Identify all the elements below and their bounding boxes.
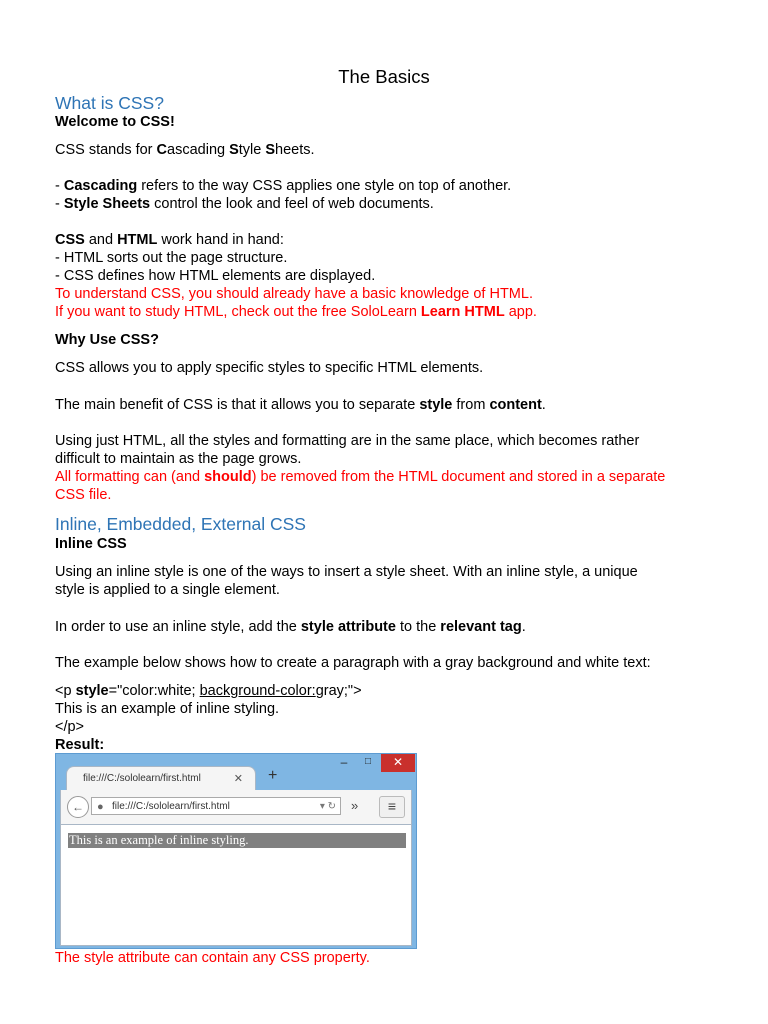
heading-what-is-css: What is CSS? [55,93,164,113]
bold-term: style [419,397,453,413]
bullet-style-sheets [55,195,434,213]
para-using-inline-1: Using an inline style is one of the ways to insert a style sheet. With an inline style, a unique [55,564,638,580]
new-tab-icon[interactable]: + [268,767,278,784]
code-text: gray;"> [315,683,362,699]
bold-heading: Result: [55,737,105,753]
hamburger-menu-icon[interactable]: ≡ [379,796,405,818]
maximize-icon[interactable]: □ [364,756,372,767]
browser-screenshot [55,753,417,949]
bold-term: should [204,469,252,485]
bold-term: Style Sheets [63,196,151,212]
text: from [452,397,490,413]
overflow-chevron-icon[interactable]: » [351,798,359,813]
para-hand-in-hand [55,231,284,249]
text: . [521,619,526,635]
welcome-text: Welcome to CSS! [55,114,175,130]
text: and [84,232,118,248]
code-line-2: This is an example of inline styling. [55,701,280,717]
bold-term: Cascading [63,178,138,194]
bold-term: CSS [55,232,85,248]
para-example-desc: The example below shows how to create a paragraph with a gray background and white text: [55,655,651,671]
text: All formatting can (and [55,469,205,485]
note-formatting-2: CSS file. [55,487,112,503]
para-benefit [55,396,546,414]
para-using-html-2: difficult to maintain as the page grows. [55,451,302,467]
note-study-html [55,303,537,321]
text: control the look and feel of web documents. [150,196,434,212]
note-formatting-1 [55,468,665,486]
para-using-html-1: Using just HTML, all the styles and formatting are in the same place, which becomes rather [55,433,640,449]
para-allows: CSS allows you to apply specific styles to specific HTML elements. [55,360,484,376]
bold-term: relevant tag [440,619,522,635]
text: work hand in hand: [157,232,284,248]
browser-tab[interactable] [66,766,256,790]
bold-letter: S [265,142,276,158]
text: heets. [275,142,315,158]
text: to the [395,619,441,635]
address-bar[interactable] [91,797,341,815]
code-line-1 [55,682,362,700]
code-line-3: </p> [55,719,85,735]
bold-letter: S [229,142,239,158]
address-text: file:///C:/sololearn/first.html [112,801,230,812]
note-understand: To understand CSS, you should already have a basic knowledge of HTML. [55,286,533,302]
bold-term: style attribute [300,619,396,635]
browser-viewport [60,824,412,946]
text: In order to use an inline style, add the [55,619,301,635]
bullet-html-sorts: - HTML sorts out the page structure. [55,250,288,266]
code-bold: style [75,683,109,699]
bold-heading: Inline CSS [55,536,127,552]
close-icon[interactable]: ✕ [381,754,415,772]
para-in-order [55,618,526,636]
reload-icon[interactable]: ▾ ↻ [319,801,336,812]
dash: - [55,178,64,194]
browser-toolbar [60,790,412,824]
text: . [541,397,546,413]
back-arrow-icon[interactable]: ← [67,796,89,818]
text: ascading [167,142,230,158]
code-text: <p [55,683,76,699]
bullet-css-defines: - CSS defines how HTML elements are displayed. [55,268,376,284]
minimize-icon[interactable]: – [340,755,348,769]
subheading-welcome [55,113,175,131]
bold-term: content [489,397,542,413]
globe-icon: ● [97,801,104,813]
bold-letter: C [156,142,168,158]
para-using-inline-2: style is applied to a single element. [55,582,280,598]
heading-inline-embedded-external: Inline, Embedded, External CSS [55,514,306,534]
text: refers to the way CSS applies one style on top of another. [137,178,512,194]
inline-styled-paragraph: This is an example of inline styling. [68,833,406,848]
text: tyle [238,142,266,158]
bold-term: HTML [117,232,158,248]
bullet-cascading [55,177,511,195]
dash: - [55,196,64,212]
text: If you want to study HTML, check out the free SoloLearn [55,304,421,320]
tab-close-icon[interactable]: ✕ [233,773,243,785]
page-title: The Basics [338,66,430,87]
text: The main benefit of CSS is that it allows you to separate [55,397,420,413]
code-underlined: background-color: [199,683,316,699]
code-text: ="color:white; [108,683,200,699]
note-style-attribute: The style attribute can contain any CSS property. [55,950,370,966]
para-stands-for [55,141,315,159]
result-label [55,736,104,754]
bold-heading: Why Use CSS? [55,332,159,348]
subheading-why-use-css [55,331,159,349]
text: app. [504,304,537,320]
tab-title: file:///C:/sololearn/first.html [83,773,201,784]
bold-term: Learn HTML [420,304,505,320]
subheading-inline-css [55,535,127,553]
text: ) be removed from the HTML document and stored in a separate [251,469,666,485]
text: CSS stands for [55,142,157,158]
